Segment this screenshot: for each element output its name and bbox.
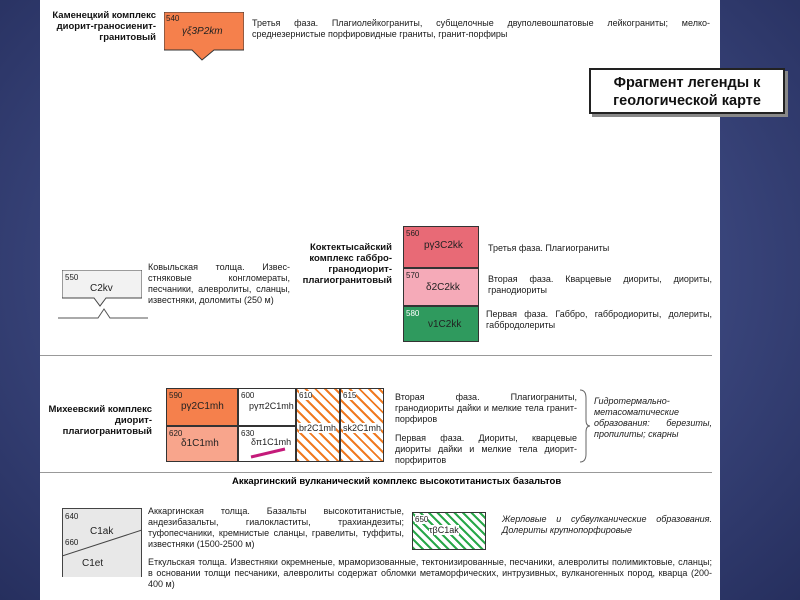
kovylsky-code: 550 — [65, 273, 79, 282]
akkarga-dike-swatch — [412, 512, 486, 550]
koktekty-index-570: δ2C2kk — [426, 282, 460, 293]
mikheevsky-code-630: 630 — [241, 429, 255, 438]
koktekty-code-570: 570 — [406, 271, 420, 280]
mikheevsky-code-590: 590 — [169, 391, 183, 400]
koktekty-heading: Коктектысайский комплекс габбро-гранодиорит-плагиогранитовый — [302, 242, 392, 286]
mikheevsky-index-630: δπ1C1mh — [251, 437, 292, 447]
etkul-text: Еткульская толща. Известняки окремненые, мраморизованные, тектонизированные, песчаники, алевролиты полимиктовые, сланцы; в основании толщи песчаники, алевролиты содержат обломки метаморфических, интрузивных, вулканогенных пород, кварца (200-400 м) — [148, 557, 712, 589]
koktekty-index-580: ν1C2kk — [428, 319, 462, 330]
section-divider — [40, 355, 712, 356]
mikheevsky-phase1-text: Первая фаза. Диориты, кварцевые диориты дайки и мелкие тела диорит-порфиритов — [395, 433, 577, 465]
mikheevsky-code-610: 610 — [299, 391, 313, 400]
koktekty-index-560: pγ3C2kk — [424, 240, 463, 251]
slide-title-box — [589, 68, 785, 114]
kamenetsky-swatch — [164, 12, 244, 50]
section-divider-2 — [40, 472, 712, 473]
mikheevsky-code-600: 600 — [241, 391, 255, 400]
kovylsky-break-line — [58, 306, 148, 320]
mikheevsky-phase2-text: Вторая фаза. Плагиограниты, гранодиориты дайки и мелкие тела гранит-порфиров — [395, 392, 577, 424]
mikheevsky-code-615: 615 — [343, 391, 357, 400]
koktekty-code-560: 560 — [406, 229, 420, 238]
slide-title: Фрагмент легенды к геологической карте — [613, 75, 761, 109]
mikheevsky-unit-620 — [166, 426, 238, 462]
mikheevsky-code-620: 620 — [169, 429, 183, 438]
koktekty-unit-560 — [403, 226, 479, 268]
mikheevsky-unit-610 — [296, 388, 340, 462]
mikheevsky-index-590: pγ2C1mh — [181, 401, 224, 412]
koktekty-phase1-text: Первая фаза. Габбро, габбродиориты, долериты, габбродолериты — [486, 309, 712, 330]
koktekty-unit-580 — [403, 306, 479, 342]
kamenetsky-text: Третья фаза. Плагиолейкограниты, субщелочные двуполевошпатовые лейкограниты; мелко-среднезернистые порфировидные граниты, гранит-порфиры — [252, 18, 710, 39]
mikheevsky-index-620: δ1C1mh — [181, 438, 219, 449]
akkarga-dike-index: τβC1ak — [429, 525, 459, 535]
mikheevsky-unit-615 — [340, 388, 384, 462]
akkarga-dike-code: 650 — [415, 515, 429, 524]
akkarga-index-et: C1et — [82, 558, 104, 569]
akkarga-swatch — [62, 508, 142, 580]
mikheevsky-unit-630 — [238, 426, 296, 462]
koktekty-phase2-text: Вторая фаза. Кварцевые диориты, диориты, гранодиориты — [488, 274, 712, 295]
mikheevsky-heading: Михеевский комплекс диорит-плагиогранитовый — [48, 404, 152, 437]
kovylsky-index: C2kv — [90, 283, 113, 294]
akkarga-text: Аккаргинская толща. Базальты высокотитанистые, андезибазальты, гиалокластиты, трахиандезиты; туфопесчаники, кремнистые сланцы, гравелиты, туффиты, известняки (1500-2500 м) — [148, 506, 404, 549]
akkarga-complex-title: Аккаргинский вулканический комплекс высокотитанистых базальтов — [232, 476, 562, 487]
mikheevsky-unit-600 — [238, 388, 296, 426]
mikheevsky-index-610: br2C1mh — [299, 423, 337, 433]
akkarga-dike-text: Жерловые и субвулканические образования. Долериты крупнопорфировые — [502, 514, 712, 535]
akkarga-code-660: 660 — [65, 538, 79, 547]
akkarga-code-640: 640 — [65, 512, 79, 521]
mikheevsky-index-615: sk2C1mh — [343, 423, 382, 433]
mikheevsky-hydro-text: Гидротермально-метасоматические образования: березиты, пропилиты; скарны — [594, 396, 712, 439]
koktekty-code-580: 580 — [406, 309, 420, 318]
mikheevsky-brace — [578, 388, 592, 464]
akkarga-index-ak: C1ak — [90, 526, 114, 537]
mikheevsky-unit-590 — [166, 388, 238, 426]
koktekty-phase3-text: Третья фаза. Плагиограниты — [488, 243, 610, 253]
kamenetsky-index: γξ3P2km — [182, 26, 223, 37]
kovylsky-text: Ковыльская толща. Извес-стняковые конгломераты, песчаники, алевролиты, сланцы, известняки, доломиты (250 м) — [148, 262, 290, 305]
kamenetsky-code: 540 — [166, 14, 180, 23]
koktekty-unit-570 — [403, 268, 479, 306]
mikheevsky-index-600: pγπ2C1mh — [249, 401, 294, 411]
kamenetsky-heading: Каменецкий комплекс диорит-граносиенит-гранитовый — [52, 10, 156, 43]
